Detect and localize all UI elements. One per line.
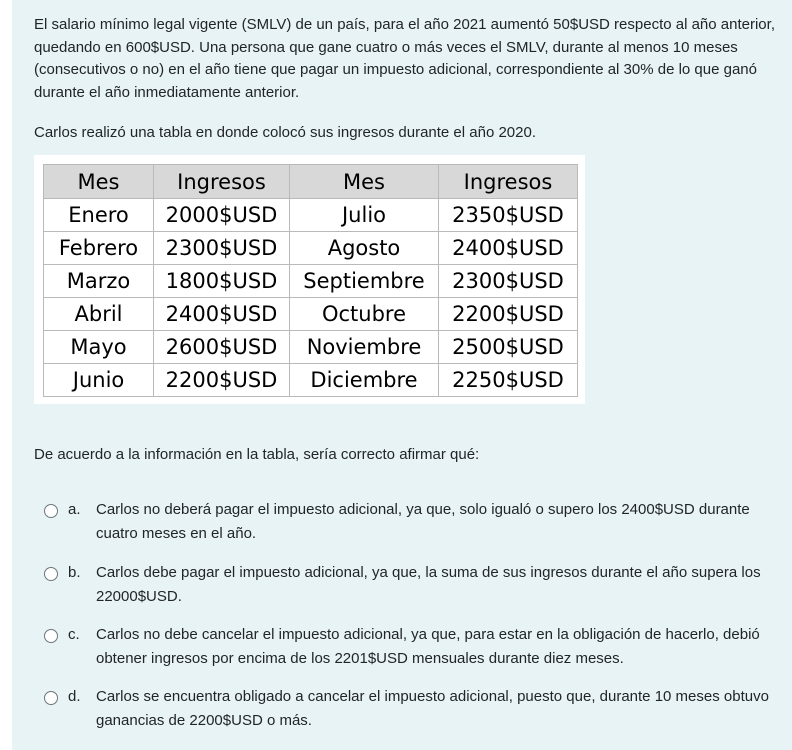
radio-button-c[interactable] bbox=[44, 629, 58, 643]
option-letter: b. bbox=[68, 564, 81, 581]
table-cell: 2350$USD bbox=[439, 199, 578, 232]
table-cell: 2300$USD bbox=[439, 265, 578, 298]
radio-button-d[interactable] bbox=[44, 691, 58, 705]
question-panel bbox=[12, 0, 792, 750]
table-row bbox=[44, 298, 578, 331]
table-cell: Agosto bbox=[290, 232, 439, 265]
table-row bbox=[44, 265, 578, 298]
option-text[interactable]: Carlos no debe cancelar el impuesto adicional, ya que, para estar en la obligación de hacerlo, debió obtener ingresos por encima de los 2201$USD mensuales durante diez meses. bbox=[96, 626, 760, 667]
table-cell: 2300$USD bbox=[154, 232, 290, 265]
header-cell: Mes bbox=[290, 165, 439, 199]
table-row bbox=[44, 232, 578, 265]
header-cell: Ingresos bbox=[154, 165, 290, 199]
header-cell: Mes bbox=[44, 165, 154, 199]
answer-option-b[interactable] bbox=[40, 561, 780, 609]
table-header-row bbox=[44, 165, 578, 199]
option-letter: a. bbox=[68, 501, 81, 518]
option-text[interactable]: Carlos no deberá pagar el impuesto adicional, ya que, solo igualó o supero los 2400$USD durante cuatro meses en el año. bbox=[96, 501, 750, 542]
table-cell: Abril bbox=[44, 298, 154, 331]
table-cell: Febrero bbox=[44, 232, 154, 265]
header-cell: Ingresos bbox=[439, 165, 578, 199]
table-cell: 2400$USD bbox=[154, 298, 290, 331]
table-cell: 2400$USD bbox=[439, 232, 578, 265]
question-paragraph-1: El salario mínimo legal vigente (SMLV) de un país, para el año 2021 aumentó 50$USD respecto al año anterior, quedando en 600$USD. Una persona que gane cuatro o más veces el SMLV, durante al menos 10 meses (consecutivos o no) en el año tiene que pagar un impuesto adicional, correspondiente al 30% de lo que ganó durante el año inmediatamente anterior. bbox=[34, 16, 775, 101]
table-cell: Enero bbox=[44, 199, 154, 232]
table-row bbox=[44, 331, 578, 364]
answer-option-c[interactable] bbox=[40, 623, 780, 671]
table-row bbox=[44, 364, 578, 397]
radio-button-b[interactable] bbox=[44, 567, 58, 581]
question-paragraph-2: Carlos realizó una tabla en donde colocó sus ingresos durante el año 2020. bbox=[34, 124, 537, 141]
table-cell: Junio bbox=[44, 364, 154, 397]
table-cell: Diciembre bbox=[290, 364, 439, 397]
table-cell: Noviembre bbox=[290, 331, 439, 364]
table-cell: 2000$USD bbox=[154, 199, 290, 232]
table-cell: Septiembre bbox=[290, 265, 439, 298]
option-letter: d. bbox=[68, 688, 81, 705]
table-cell: 2250$USD bbox=[439, 364, 578, 397]
income-table-image bbox=[34, 155, 585, 404]
table-cell: 2600$USD bbox=[154, 331, 290, 364]
table-cell: Julio bbox=[290, 199, 439, 232]
option-letter: c. bbox=[68, 626, 80, 643]
table-cell: 2200$USD bbox=[154, 364, 290, 397]
answer-option-a[interactable] bbox=[40, 498, 780, 546]
table-row bbox=[44, 199, 578, 232]
table-cell: Mayo bbox=[44, 331, 154, 364]
table-cell: 1800$USD bbox=[154, 265, 290, 298]
question-prompt: De acuerdo a la información en la tabla, sería correcto afirmar qué: bbox=[34, 446, 480, 463]
answer-option-d[interactable] bbox=[40, 685, 780, 733]
table-cell: 2200$USD bbox=[439, 298, 578, 331]
option-text[interactable]: Carlos se encuentra obligado a cancelar el impuesto adicional, puesto que, durante 10 meses obtuvo ganancias de 2200$USD o más. bbox=[96, 688, 769, 729]
option-text[interactable]: Carlos debe pagar el impuesto adicional, ya que, la suma de sus ingresos durante el año supera los 22000$USD. bbox=[96, 564, 761, 605]
table-cell: 2500$USD bbox=[439, 331, 578, 364]
table-cell: Octubre bbox=[290, 298, 439, 331]
radio-button-a[interactable] bbox=[44, 504, 58, 518]
income-table bbox=[43, 164, 578, 397]
table-cell: Marzo bbox=[44, 265, 154, 298]
